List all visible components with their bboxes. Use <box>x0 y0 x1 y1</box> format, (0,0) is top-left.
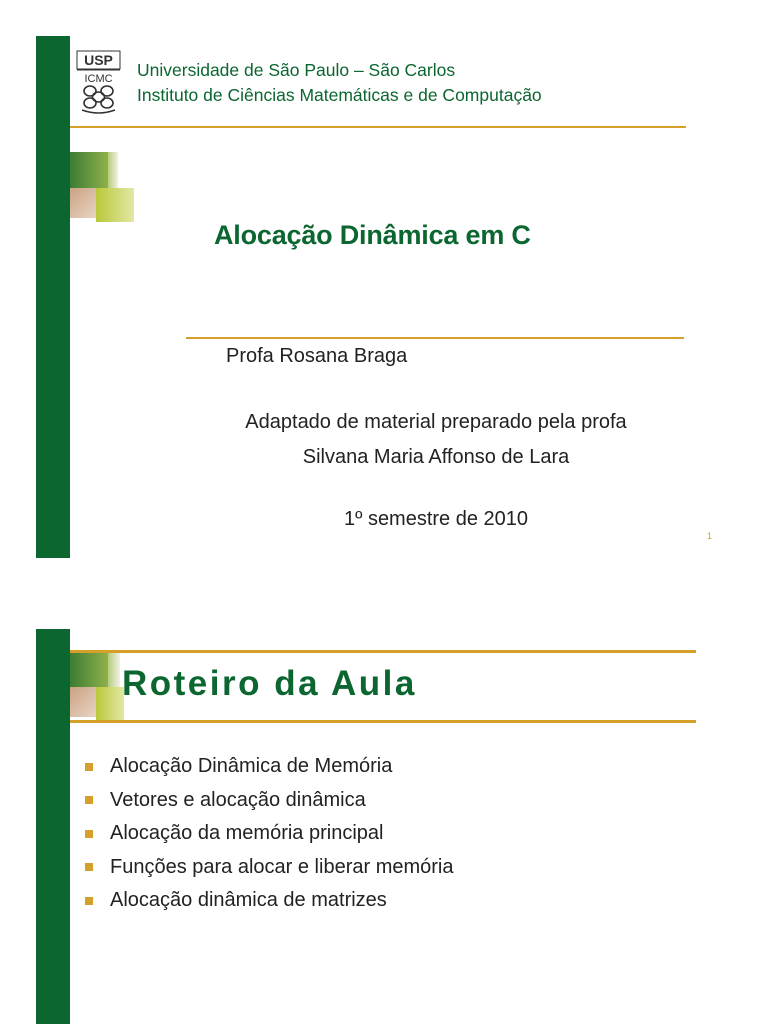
bullet-icon <box>85 763 93 771</box>
semester: 1º semestre de 2010 <box>343 508 529 530</box>
list-item-text: Funções para alocar e liberar memória <box>110 855 454 878</box>
list-item <box>85 817 454 851</box>
presentation-title: Alocação Dinâmica em C <box>214 220 531 250</box>
bullet-icon <box>85 897 93 905</box>
list-item-text: Alocação dinâmica de matrizes <box>110 889 387 912</box>
list-item <box>85 784 454 818</box>
logo-usp-text: USP <box>84 52 113 68</box>
slide2-bottom-line <box>70 720 696 723</box>
list-item <box>85 851 454 885</box>
usp-icmc-logo <box>76 50 121 116</box>
header-divider <box>70 126 686 128</box>
list-item <box>85 884 454 918</box>
slide2-title: Roteiro da Aula <box>122 664 417 703</box>
slide2-green-sidebar <box>36 629 70 1024</box>
institution-university: Universidade de São Paulo – São Carlos <box>137 60 456 80</box>
institution-institute: Instituto de Ciências Matemáticas e de Computação <box>137 85 542 105</box>
slide1-green-sidebar <box>36 36 70 558</box>
adapted-note-line1: Adaptado de material preparado pela profa <box>245 411 627 433</box>
slide2-top-line <box>70 650 696 653</box>
list-item-text: Vetores e alocação dinâmica <box>110 788 366 811</box>
outline-list <box>85 750 454 918</box>
adapted-note-line2: Silvana Maria Affonso de Lara <box>302 446 570 468</box>
bullet-icon <box>85 830 93 838</box>
bullet-icon <box>85 796 93 804</box>
logo-icmc-text: ICMC <box>84 73 113 85</box>
author: Profa Rosana Braga <box>226 345 408 367</box>
title-divider <box>186 337 684 339</box>
list-item-text: Alocação Dinâmica de Memória <box>110 755 393 778</box>
page-number: 1 <box>707 531 713 541</box>
list-item <box>85 750 454 784</box>
list-item-text: Alocação da memória principal <box>110 822 384 845</box>
bullet-icon <box>85 863 93 871</box>
